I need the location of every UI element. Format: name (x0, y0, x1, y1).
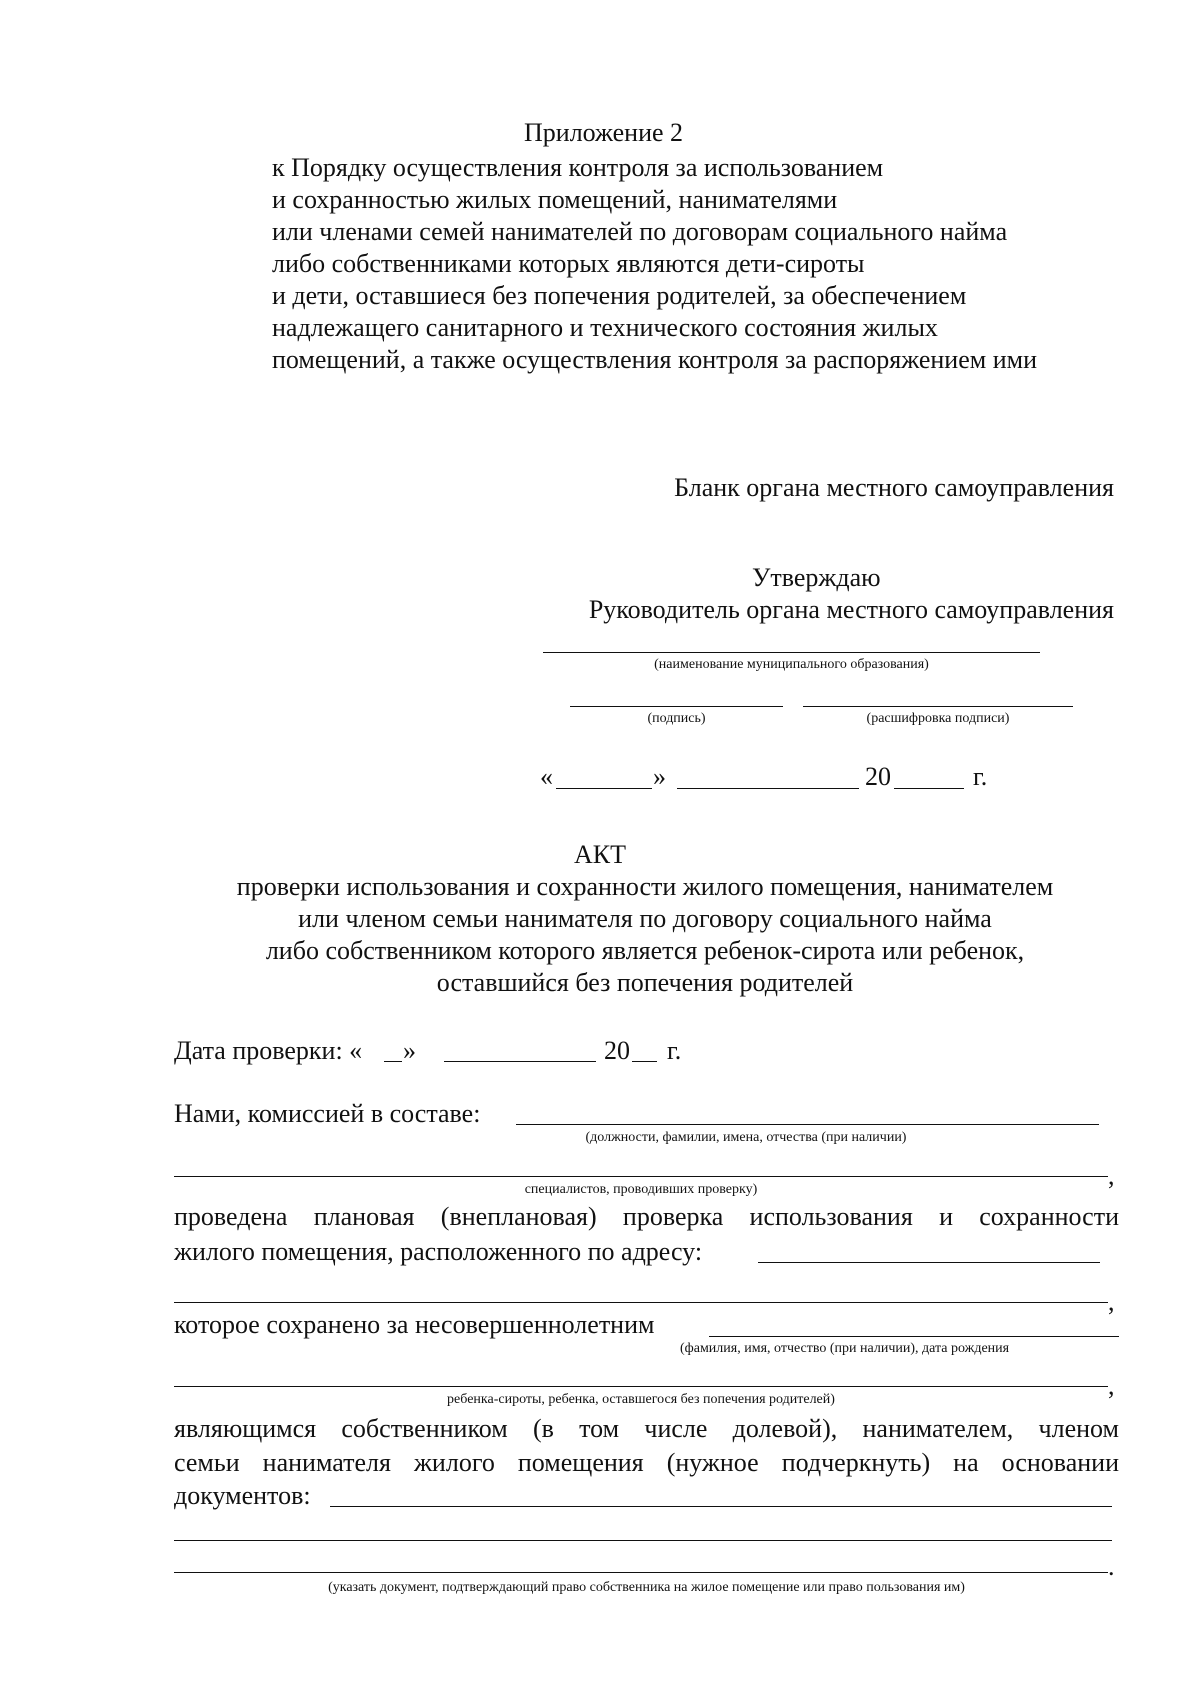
commission-line[interactable] (516, 1124, 1099, 1125)
approval-date-year: 20 (865, 762, 891, 791)
municipality-hint: (наименование муниципального образования) (654, 657, 929, 672)
approval-position: Руководитель органа местного самоуправления (588, 595, 1114, 624)
approval-date-close-quote: » (653, 762, 666, 791)
minor-line-2[interactable] (174, 1386, 1108, 1387)
approval-title: Утверждаю (752, 563, 881, 592)
municipality-line[interactable] (543, 652, 1040, 653)
documents-line-3[interactable] (174, 1572, 1108, 1573)
approval-date-suffix: г. (973, 762, 988, 791)
check-date-label: Дата проверки: « (174, 1036, 363, 1065)
appendix-line: надлежащего санитарного и технического состояния жилых (272, 313, 938, 342)
commission-hint-2: специалистов, проводивших проверку) (524, 1182, 758, 1197)
minor-hint: (фамилия, имя, отчество (при наличии), дата рождения (680, 1341, 1010, 1356)
appendix-line: и дети, оставшиеся без попечения родителей, за обеспечением (272, 281, 967, 310)
check-date-year-line[interactable] (632, 1061, 657, 1062)
act-subtitle-line: либо собственником которого является ребенок-сирота или ребенок, (265, 936, 1025, 965)
comma: , (1108, 1371, 1115, 1400)
signature-decode-line[interactable] (803, 706, 1073, 707)
address-line-2[interactable] (174, 1302, 1108, 1303)
documents-hint: (указать документ, подтверждающий право собственника на жилое помещение или право пользования им) (328, 1580, 965, 1595)
minor-hint-2: ребенка-сироты, ребенка, оставшегося без попечения родителей) (447, 1392, 835, 1407)
comma: , (1108, 1161, 1115, 1190)
appendix-title: Приложение 2 (524, 118, 684, 147)
appendix-line: и сохранностью жилых помещений, нанимателями (272, 185, 838, 214)
act-title: АКТ (574, 840, 626, 869)
appendix-line: помещений, а также осуществления контроля за распоряжением ими (272, 345, 1037, 374)
approval-date-month-line[interactable] (677, 788, 859, 789)
appendix-line: к Порядку осуществления контроля за использованием (272, 153, 884, 182)
act-subtitle-line: проверки использования и сохранности жилого помещения, нанимателем (236, 872, 1054, 901)
commission-label: Нами, комиссией в составе: (174, 1099, 481, 1128)
approval-date-open-quote: « (540, 762, 553, 791)
owner-line-1: являющимся собственником (в том числе долевой), нанимателем, членом (174, 1414, 1119, 1443)
act-subtitle-line: или членом семьи нанимателя по договору социального найма (298, 904, 992, 933)
inspection-line-2: жилого помещения, расположенного по адресу: (174, 1237, 703, 1266)
check-date-day-line[interactable] (384, 1061, 402, 1062)
documents-line[interactable] (330, 1506, 1112, 1507)
act-subtitle-line: оставшийся без попечения родителей (436, 968, 854, 997)
minor-line[interactable] (709, 1336, 1119, 1337)
appendix-line: или членами семей нанимателей по договорам социального найма (272, 217, 1008, 246)
check-date-year: 20 (604, 1036, 630, 1065)
appendix-line: либо собственниками которых являются дети-сироты (272, 249, 865, 278)
comma: , (1108, 1287, 1115, 1316)
check-date-month-line[interactable] (444, 1061, 596, 1062)
signature-decode-hint: (расшифровка подписи) (866, 711, 1010, 726)
owner-line-2: семьи нанимателя жилого помещения (нужное подчеркнуть) на основании (174, 1448, 1119, 1477)
signature-line[interactable] (570, 706, 783, 707)
check-date-suffix: г. (667, 1036, 682, 1065)
documents-line-2[interactable] (174, 1540, 1112, 1541)
signature-hint: (подпись) (647, 711, 706, 726)
address-line[interactable] (758, 1262, 1100, 1263)
approval-date-year-line[interactable] (894, 788, 964, 789)
check-date-close-quote: » (403, 1036, 416, 1065)
approval-date-day-line[interactable] (556, 788, 652, 789)
period: . (1108, 1552, 1115, 1581)
minor-label: которое сохранено за несовершеннолетним (174, 1310, 655, 1339)
blank-label: Бланк органа местного самоуправления (674, 473, 1114, 502)
commission-line-2[interactable] (174, 1176, 1108, 1177)
commission-hint: (должности, фамилии, имена, отчества (при наличии) (585, 1130, 907, 1145)
documents-label: документов: (174, 1481, 311, 1510)
inspection-line-1: проведена плановая (внеплановая) проверка использования и сохранности (174, 1202, 1119, 1231)
